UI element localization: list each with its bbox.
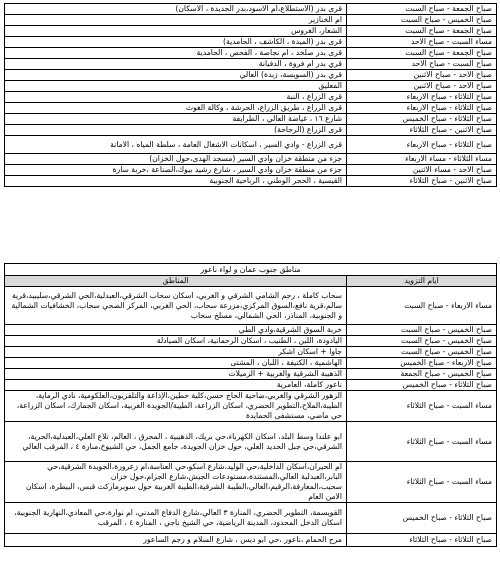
supply-days-cell: مساء الاربعاء - صباح السبت (347, 287, 497, 325)
area-cell: ناعور كاملة، العامرية (5, 380, 347, 391)
supply-days-cell: صباح الخميس - صباح السبت (347, 336, 497, 347)
area-cell: اليادودة، اللبن ، الطنيب ، اسكان الرحمانية، اسكان الصيادلة (5, 336, 347, 347)
supply-days-cell: مساء السبت - صباح الثلاثاء (347, 391, 497, 422)
area-cell: القويسمة، التطوير الحضري، المنارة ٣ العالي،شارع الدفاع المدني، ام نوارة،حي المعادي،النهارية الجنوبية، اسكان الدخل المحدود، المدينة الرياضية، حي الشيخ ناجي ، المنارة ٤ ، المرقب (5, 503, 347, 534)
schedule-table-1 (4, 3, 497, 187)
table-row (5, 15, 497, 26)
supply-days-cell: صباح الخميس - صباح السبت (347, 347, 497, 358)
table-row (5, 534, 497, 547)
area-cell: جاوا + اسكان اشكر (5, 347, 347, 358)
table-row (5, 26, 497, 37)
area-cell: قرى الزراع - وادي السير ، اسكانات الاشغال العامة ، سلطة المياه ، الامانة (5, 136, 347, 154)
supply-days-cell: مساء السبت - صباح الثلاثاء (347, 422, 497, 462)
schedule-table-1-body (5, 4, 497, 187)
area-cell: قرى الزراع ، النبة (5, 92, 347, 103)
table-row (5, 70, 497, 81)
supply-days-cell: صباح الاثنين - صباح الثلاثاء (347, 176, 497, 187)
area-cell: جزء من منطقة خزان وادي السير (مسجد الهدى،حول الخزان) (5, 154, 347, 165)
supply-days-cell: صباح الجمعة - صباح السبت (347, 26, 497, 37)
supply-days-cell: صباح الثلاثاء - صباح الاربعاء (347, 136, 497, 154)
table-row (5, 503, 497, 534)
column-header-areas: المناطق (5, 276, 347, 287)
table-2-title-row (5, 264, 497, 276)
supply-days-cell: مساء السبت - صباح الاحد (347, 37, 497, 48)
schedule-table-2-body (5, 287, 497, 547)
area-cell: قرى الزراع (الرجاحة) (5, 125, 347, 136)
table-row (5, 391, 497, 422)
table-row (5, 358, 497, 369)
supply-days-cell: صباح الاحد - صباح الاثنين (347, 81, 497, 92)
supply-days-cell: صباح السبت - صباح الاحد (347, 59, 497, 70)
area-cell: الهاشمية ، الكتيفة ، اللبان ، المشتى (5, 358, 347, 369)
supply-days-cell: صباح الثلاثاء - صباح الاربعاء (347, 103, 497, 114)
area-cell: قرى الزراع ، طريق الزراع، الحرشة ، وكالة الغوث (5, 103, 347, 114)
area-cell: خربة السوق الشرقية،وادي الطي (5, 325, 347, 336)
area-cell: ام الخنازير (5, 15, 347, 26)
table-row (5, 462, 497, 503)
table-row (5, 92, 497, 103)
supply-days-cell: صباح الجمعة - صباح السبت (347, 4, 497, 15)
supply-days-cell: صباح الجمعة - صباح السبت (347, 48, 497, 59)
table-row (5, 37, 497, 48)
schedule-table-2 (4, 263, 497, 547)
area-cell: قرى بدر صلخد ، ام نجاصة ، الفحص ، الحامدية (5, 48, 347, 59)
area-cell: سحاب كاملة ، رجم الشامي الشرقي و الغربي، اسكان سحاب الشرقي،العبدلية،الحي الشرقي،سليبيد،قرية سالم،قرية نافع،السوق المركزي،مزرعة سحاب، الحي الغربي، المركز الصحي سحاب، الخشافيات الشمالية و الجنوبية، المناذر، الحي الشمالي، مسلخ سحاب (5, 287, 347, 325)
supply-days-cell: صباح الثلاثاء - صباح الخميس (347, 114, 497, 125)
table-row (5, 176, 497, 187)
supply-days-cell: صباح الاحد - مساء الاثنين (347, 165, 497, 176)
table-row (5, 380, 497, 391)
supply-days-cell: مساء السبت - صباح الثلاثاء (347, 462, 497, 503)
area-cell: جزء من منطقة خزان وادي السير ، شارع رشيد بيوك،الصناعة ،خربة سارة (5, 165, 347, 176)
area-cell: القيسية ، الحجر الوطني ، الرباحية الجنوبية (5, 176, 347, 187)
table-row (5, 59, 497, 70)
table-row (5, 325, 497, 336)
supply-days-cell: صباح الخميس - صباح الجمعة (347, 369, 497, 380)
area-cell: ابو علندا وسط البلد، اسكان الكهرباء،حي بريك، الذهيبية ، المحرق ، العالم، تلاع العلي،العبدلية،الحرية، الشرقي،حي جبل الحديد العلي، حول خزان الجويدة، جامع الجمل، حي الشيوخ،منارة ٤ ، المرقب العالي (5, 422, 347, 462)
table-row (5, 48, 497, 59)
area-cell: ام الحيران،اسكان الداخلية،حي الوليد،شارع اسكو،حي العتاسة،ام زعرورة،الجويدة الشرقية،حي البابر،العبدلية العالي،المستندة،مستودعات الجيش،شارع الجزام،حول خزان سحيب،المعارفة،الرقيم،العالي،الطيبة الشرقية،الطيبة الغربية حول سوبرماركت قبس، البيطرة، اسكان الامن العام (5, 462, 347, 503)
table-row (5, 165, 497, 176)
supply-days-cell: صباح الثلاثاء - صباح الخميس (347, 380, 497, 391)
table-row (5, 336, 497, 347)
area-cell: الشعار، الغروس (5, 26, 347, 37)
table-2-title: مناطق جنوب عمان و لواء ناعور (5, 264, 497, 276)
supply-days-cell: صباح الخميس - صباح السبت (347, 325, 497, 336)
table-2-header-row (5, 276, 497, 287)
table-row (5, 347, 497, 358)
area-cell: الزهور الشرقي والغربي،ضاحية الحاج حسن،كلية حطين،الإذاعة والتلفزيون،العلكومية، نادي الرماية، الطيبة،الملاح،التطوير الحضري، اسكان الزراعة، الطيبة/الجويدة الغربية، اسكان الجمارك، اسكان الزراعة، حي ماضي، مستشفى الحمايدة (5, 391, 347, 422)
table-row (5, 287, 497, 325)
table-row (5, 125, 497, 136)
table-row (5, 136, 497, 154)
area-cell: قري بدر (السويسة، زبدة) العالي (5, 70, 347, 81)
supply-days-cell: صباح الاثنين - صباح الثلاثاء (347, 125, 497, 136)
supply-days-cell: مساء الثلاثاء - مساء الاربعاء (347, 154, 497, 165)
supply-days-cell: صباح الاربعاء - صباح الخميس (347, 358, 497, 369)
area-cell: مرج الحمام ،ناعور ،حي ابو ديس ، شارع السلام و رجم الساعور (5, 534, 347, 547)
area-cell: الذهيبة الشرقية والغربية + الزميلات (5, 369, 347, 380)
area-cell: المعليق (5, 81, 347, 92)
table-row (5, 369, 497, 380)
supply-days-cell: صباح الثلاثاء - صباح الخميس (347, 503, 497, 534)
table-row (5, 4, 497, 15)
table-row (5, 103, 497, 114)
table-row (5, 114, 497, 125)
supply-days-cell: صباح الثلاثاء - صباح الثلاثاء (347, 534, 497, 547)
area-cell: قري بدر ام فروة ، الدفيانة (5, 59, 347, 70)
area-cell: قرى بدر (الميدة ، الكاشف ، الحامدية) (5, 37, 347, 48)
table-row (5, 81, 497, 92)
supply-days-cell: صباح الثلاثاء - صباح الاربعاء (347, 92, 497, 103)
table-row (5, 422, 497, 462)
table-row (5, 154, 497, 165)
column-header-days: ايام التزويد (347, 276, 497, 287)
area-cell: شارع ١٦ ، غياضة العالي ، الطرايفة (5, 114, 347, 125)
supply-days-cell: صباح الخميس - صباح السبت (347, 15, 497, 26)
supply-days-cell: صباح الاحد - صباح الاثنين (347, 70, 497, 81)
area-cell: قرى بدر (الاستطلاع،ام الاسود،بدر الجديدة ، الاسكان) (5, 4, 347, 15)
